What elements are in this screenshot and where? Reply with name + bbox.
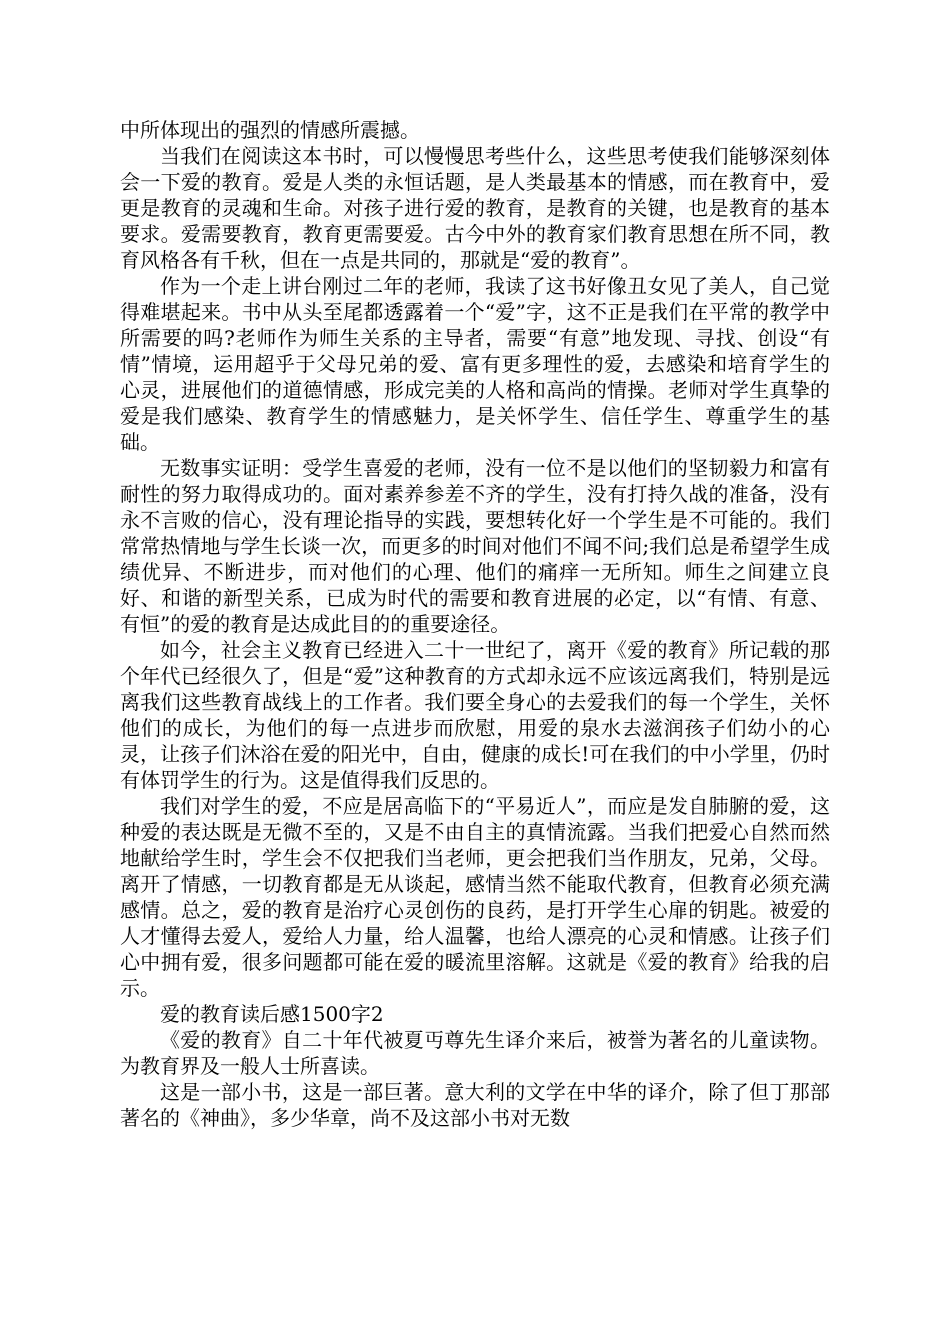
- paragraph-love-education-reflection: 当我们在阅读这本书时，可以慢慢思考些什么，这些思考使我们能够深刻体会一下爱的教育。爱是人类的永恒话题，是人类最基本的情感，而在教育中，爱更是教育的灵魂和生命。对孩子进行爱的教育，是教育的关键，也是教育的基本要求。爱需要教育，教育更需要爱。古今中外的教育家们教育思想在所不同，教育风格各有千秋，但在一点是共同的，那就是“爱的教育”。: [120, 144, 830, 272]
- paragraph-socialist-education: 如今，社会主义教育已经进入二十一世纪了，离开《爱的教育》所记载的那个年代已经很久了，但是“爱”这种教育的方式却永远不应该远离我们，特别是远离我们这些教育战线上的工作者。我们要全身心的去爱我们的每一个学生，关怀他们的成长，为他们的每一点进步而欣慰，用爱的泉水去滋润孩子们幼小的心灵，让孩子们沐浴在爱的阳光中，自由，健康的成长!可在我们的中小学里，仍时有体罚学生的行为。这是值得我们反思的。: [120, 638, 830, 792]
- paragraph-teacher-experience: 作为一个走上讲台刚过二年的老师，我读了这书好像丑女见了美人，自己觉得难堪起来。书中从头至尾都透露着一个“爱”字，这不正是我们在平常的教学中所需要的吗?老师作为师生关系的主导者，需要“有意”地发现、寻找、创设“有情”情境，运用超乎于父母兄弟的爱、富有更多理性的爱，去感染和培育学生的心灵，进展他们的道德情感，形成完美的人格和高尚的情操。老师对学生真挚的爱是我们感染、教育学生的情感魅力，是关怀学生、信任学生、尊重学生的基础。: [120, 274, 830, 454]
- paragraph-continuation: 中所体现出的强烈的情感所震撼。: [120, 118, 420, 142]
- section-heading: 爱的教育读后感1500字2: [160, 1002, 384, 1026]
- paragraph-translation-intro: 《爱的教育》自二十年代被夏丏尊先生译介来后，被誉为著名的儿童读物。为教育界及一般人士所喜读。: [120, 1028, 830, 1078]
- paragraph-facts-prove: 无数事实证明：受学生喜爱的老师，没有一位不是以他们的坚韧毅力和富有耐性的努力取得成功的。面对素养参差不齐的学生，没有打持久战的准备，没有永不言败的信心，没有理论指导的实践，要想转化好一个学生是不可能的。我们常常热情地与学生长谈一次，而更多的时间对他们不闻不问;我们总是希望学生成绩优异、不断进步，而对他们的心理、他们的痛痒一无所知。师生之间建立良好、和谐的新型关系，已成为时代的需要和教育进展的必定，以“有情、有意、有恒”的爱的教育是达成此目的的重要途径。: [120, 456, 830, 636]
- paragraph-small-book: 这是一部小书，这是一部巨著。意大利的文学在中华的译介，除了但丁那部著名的《神曲》，多少华章，尚不及这部小书对无数: [120, 1080, 830, 1130]
- document-page: [120, 117, 830, 1131]
- paragraph-love-for-students: 我们对学生的爱，不应是居高临下的“平易近人”，而应是发自肺腑的爱，这种爱的表达既是无微不至的，又是不由自主的真情流露。当我们把爱心自然而然地献给学生时，学生会不仅把我们当老师，更会把我们当作朋友，兄弟，父母。离开了情感，一切教育都是无从谈起，感情当然不能取代教育，但教育必须充满感情。总之，爱的教育是治疗心灵创伤的良药，是打开学生心扉的钥匙。被爱的人才懂得去爱人，爱给人力量，给人温馨，也给人漂亮的心灵和情感。让孩子们心中拥有爱，很多问题都可能在爱的暖流里溶解。这就是《爱的教育》给我的启示。: [120, 794, 830, 1000]
